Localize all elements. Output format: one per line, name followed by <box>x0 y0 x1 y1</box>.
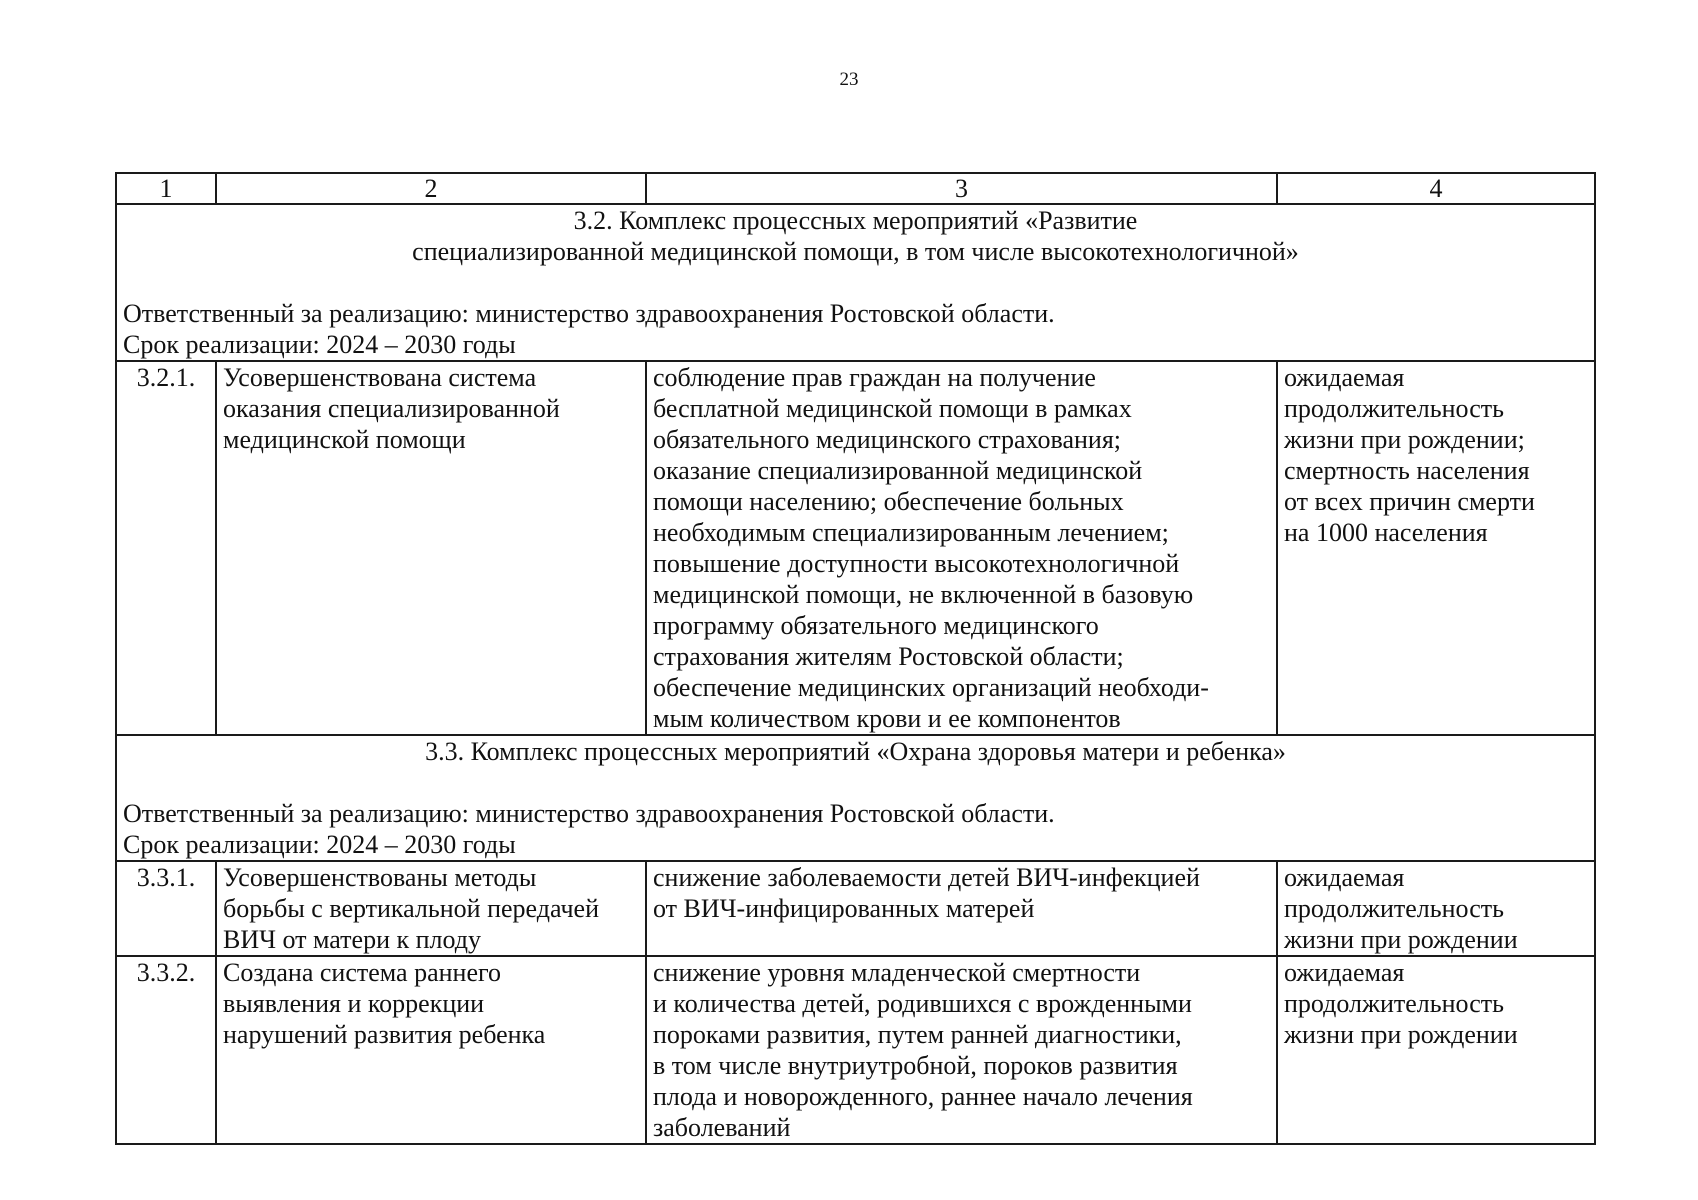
column-number-2: 2 <box>216 173 646 204</box>
indicator-cell: ожидаемая продолжительность жизни при рождении <box>1277 861 1595 956</box>
task-cell: Создана система раннего выявления и коррекции нарушений развития ребенка <box>216 956 646 1144</box>
table-row <box>116 861 1595 956</box>
table-row <box>116 956 1595 1144</box>
section-responsible: Ответственный за реализацию: министерство здравоохранения Ростовской области. <box>123 799 1055 828</box>
section-responsible: Ответственный за реализацию: министерство здравоохранения Ростовской области. <box>123 299 1055 328</box>
effect-cell: соблюдение прав граждан на получение бесплатной медицинской помощи в рамках обязательного медицинского страхования; оказание специализированной медицинской помощи населению; обеспечение больных необходимым специализированным лечением; повышение доступности высокотехнологичной медицинской помощи, не включенной в базовую программу обязательного медицинского страхования жителям Ростовской области; обеспечение медицинских организаций необходи- мым количеством крови и ее компонентов <box>646 361 1277 735</box>
measures-table <box>115 172 1596 1145</box>
section-cell <box>116 204 1595 361</box>
section-title: 3.2. Комплекс процессных мероприятий «Развитие специализированной медицинской помощи, в том числе высокотехнологичной» <box>412 206 1299 266</box>
effect-cell: снижение заболеваемости детей ВИЧ-инфекцией от ВИЧ-инфицированных матерей <box>646 861 1277 956</box>
column-number-4: 4 <box>1277 173 1595 204</box>
section-row-3-3 <box>116 735 1595 861</box>
task-cell: Усовершенствована система оказания специализированной медицинской помощи <box>216 361 646 735</box>
page-number: 23 <box>839 69 859 90</box>
indicator-cell: ожидаемая продолжительность жизни при рождении; смертность населения от всех причин смерти на 1000 населения <box>1277 361 1595 735</box>
section-spacer <box>123 267 1588 298</box>
effect-cell: снижение уровня младенческой смертности и количества детей, родившихся с врожденными пороками развития, путем ранней диагностики, в том числе внутриутробной, пороков развития плода и новорожденного, раннее начало лечения заболеваний <box>646 956 1277 1144</box>
row-number: 3.3.2. <box>116 956 216 1144</box>
row-number: 3.3.1. <box>116 861 216 956</box>
row-number: 3.2.1. <box>116 361 216 735</box>
section-period: Срок реализации: 2024 – 2030 годы <box>123 830 516 859</box>
task-cell: Усовершенствованы методы борьбы с вертикальной передачей ВИЧ от матери к плоду <box>216 861 646 956</box>
section-cell <box>116 735 1595 861</box>
column-number-1: 1 <box>116 173 216 204</box>
section-row-3-2 <box>116 204 1595 361</box>
column-number-row <box>116 173 1595 204</box>
section-period: Срок реализации: 2024 – 2030 годы <box>123 330 516 359</box>
section-spacer <box>123 767 1588 798</box>
section-title: 3.3. Комплекс процессных мероприятий «Охрана здоровья матери и ребенка» <box>425 737 1286 766</box>
column-number-3: 3 <box>646 173 1277 204</box>
indicator-cell: ожидаемая продолжительность жизни при рождении <box>1277 956 1595 1144</box>
table-row <box>116 361 1595 735</box>
